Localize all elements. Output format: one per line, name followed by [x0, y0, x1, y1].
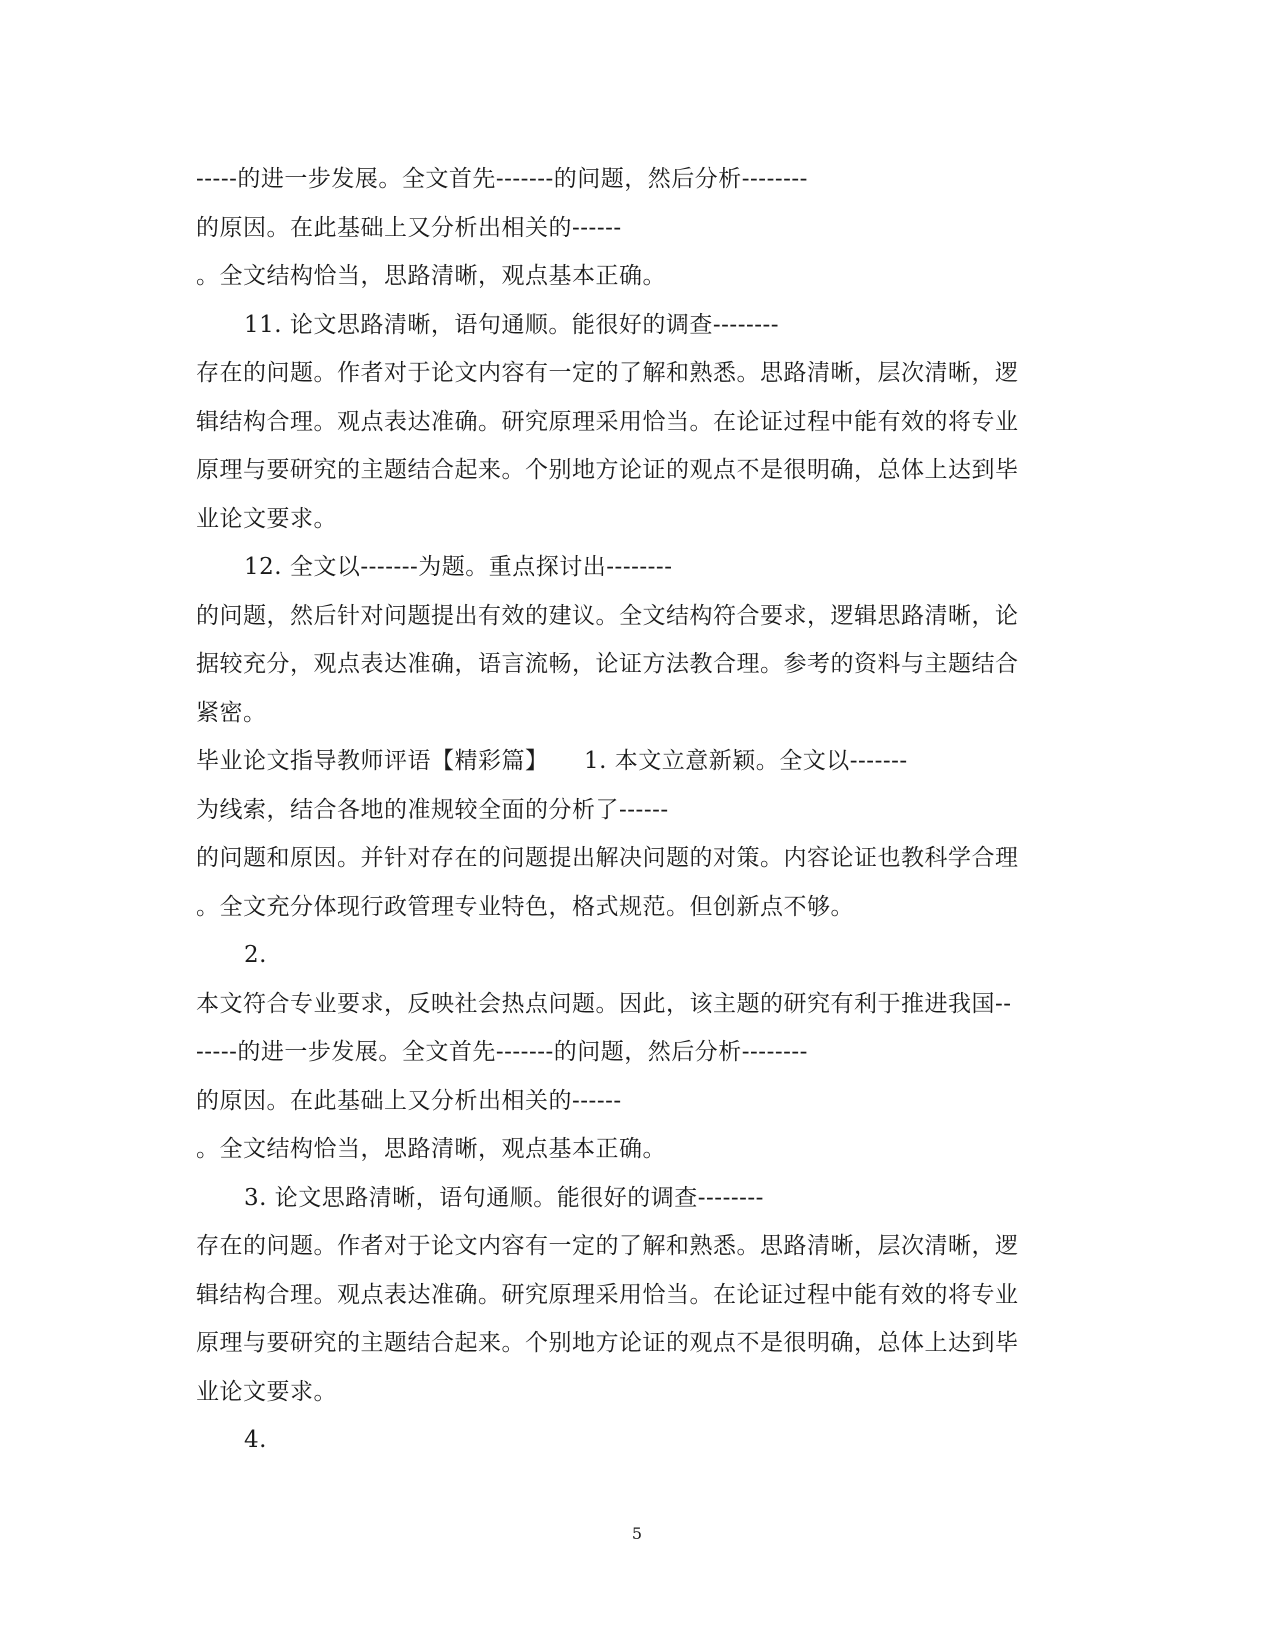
text-line: 的原因。在此基础上又分析出相关的------ [196, 214, 622, 241]
text-line: 辑结构合理。观点表达准确。研究原理采用恰当。在论证过程中能有效的将专业 [196, 1281, 1019, 1308]
body-text [196, 155, 1076, 1465]
text-line: 存在的问题。作者对于论文内容有一定的了解和熟悉。思路清晰，层次清晰，逻 [196, 360, 1019, 386]
text-line: 据较充分，观点表达准确，语言流畅，论证方法教合理。参考的资料与主题结合 [196, 651, 1019, 677]
text-line: 。全文充分体现行政管理专业特色，格式规范。但创新点不够。 [196, 893, 854, 920]
list-item-heading: 11. 论文思路清晰，语句通顺。能很好的调查-------- [244, 311, 780, 338]
text-line: -----的进一步发展。全文首先-------的问题，然后分析-------- [196, 1039, 808, 1065]
text-line: 业论文要求。 [196, 505, 337, 532]
list-item-heading: 2. [244, 942, 267, 968]
text-line: 的原因。在此基础上又分析出相关的------ [196, 1087, 622, 1114]
section-heading-line: 毕业论文指导教师评语【精彩篇】 1. 本文立意新颖。全文以------- [196, 748, 908, 774]
list-item-heading: 12. 全文以-------为题。重点探讨出-------- [244, 554, 673, 580]
text-line: -----的进一步发展。全文首先-------的问题，然后分析-------- [196, 166, 808, 192]
page-number: 5 [631, 1524, 643, 1543]
text-line: 紧密。 [196, 699, 267, 726]
text-line: 本文符合专业要求，反映社会热点问题。因此，该主题的研究有利于推进我国-- [196, 990, 1012, 1017]
list-item-heading: 4. [244, 1427, 267, 1453]
text-line: 业论文要求。 [196, 1378, 337, 1405]
text-line: 为线索，结合各地的准规较全面的分析了------ [196, 796, 669, 823]
text-line: 。全文结构恰当，思路清晰，观点基本正确。 [196, 263, 666, 289]
list-item-heading: 3. 论文思路清晰，语句通顺。能很好的调查-------- [244, 1184, 764, 1211]
text-line: 原理与要研究的主题结合起来。个别地方论证的观点不是很明确，总体上达到毕 [196, 1330, 1019, 1356]
text-line: 。全文结构恰当，思路清晰，观点基本正确。 [196, 1136, 666, 1162]
text-line: 的问题，然后针对问题提出有效的建议。全文结构符合要求，逻辑思路清晰，论 [196, 602, 1019, 629]
text-line: 辑结构合理。观点表达准确。研究原理采用恰当。在论证过程中能有效的将专业 [196, 408, 1019, 435]
text-line: 的问题和原因。并针对存在的问题提出解决问题的对策。内容论证也教科学合理 [196, 845, 1019, 871]
text-line: 存在的问题。作者对于论文内容有一定的了解和熟悉。思路清晰，层次清晰，逻 [196, 1233, 1019, 1259]
text-line: 原理与要研究的主题结合起来。个别地方论证的观点不是很明确，总体上达到毕 [196, 457, 1019, 483]
